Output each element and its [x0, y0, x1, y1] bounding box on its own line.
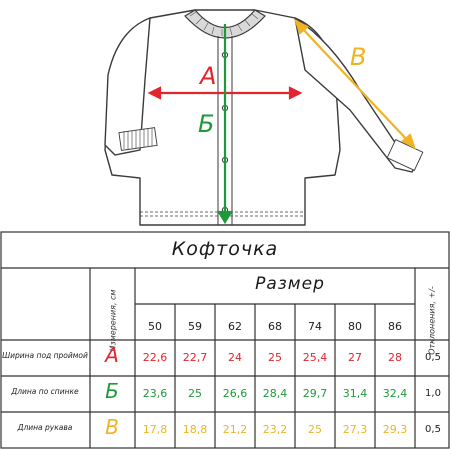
- row-letter-v: В: [105, 415, 119, 439]
- size-cell: 80: [348, 320, 362, 333]
- value-cell: 24: [228, 351, 242, 364]
- size-cell: 62: [228, 320, 242, 333]
- label-b: Б: [198, 110, 215, 138]
- value-cell: 25: [188, 387, 202, 400]
- value-cell: 32,4: [382, 387, 408, 400]
- value-cell: 18,8: [182, 423, 208, 436]
- value-cell: 28,4: [262, 387, 288, 400]
- value-cell: 31,4: [342, 387, 368, 400]
- value-cell: 23,6: [142, 387, 168, 400]
- row-label-width: Ширина под проймой: [2, 351, 88, 360]
- value-cell: 29,7: [302, 387, 328, 400]
- size-header: Размер: [255, 274, 325, 294]
- value-cell: 22,7: [182, 351, 208, 364]
- row-label-back-length: Длина по спинке: [11, 387, 79, 396]
- deviation-header: Отклонения, +/-: [427, 286, 437, 355]
- deviation-cell: 1,0: [425, 388, 441, 399]
- value-cell: 22,6: [142, 351, 168, 364]
- value-cell: 25: [308, 423, 322, 436]
- value-cell: 25,4: [302, 351, 328, 364]
- size-cell: 59: [188, 320, 202, 333]
- deviation-cell: 0,5: [425, 424, 441, 435]
- row-letter-a: А: [105, 343, 119, 367]
- value-cell: 27: [348, 351, 362, 364]
- row-letter-b: Б: [105, 379, 119, 403]
- size-cell: 74: [308, 320, 322, 333]
- value-cell: 25: [268, 351, 282, 364]
- deviation-cell: 0,5: [425, 352, 441, 363]
- size-cell: 86: [388, 320, 402, 333]
- label-a: А: [200, 62, 217, 90]
- size-cell: 50: [148, 320, 162, 333]
- label-v: В: [350, 43, 367, 71]
- value-cell: 29,3: [382, 423, 408, 436]
- size-table: [0, 230, 450, 450]
- value-cell: 28: [388, 351, 402, 364]
- table-title: Кофточка: [171, 238, 279, 260]
- value-cell: 17,8: [142, 423, 168, 436]
- size-cell: 68: [268, 320, 282, 333]
- value-cell: 21,2: [222, 423, 248, 436]
- table-grid: [0, 230, 450, 450]
- value-cell: 23,2: [262, 423, 288, 436]
- measurements-header: Измерения, см: [108, 289, 118, 352]
- row-label-sleeve-length: Длина рукава: [17, 423, 73, 432]
- value-cell: 26,6: [222, 387, 248, 400]
- value-cell: 27,3: [342, 423, 368, 436]
